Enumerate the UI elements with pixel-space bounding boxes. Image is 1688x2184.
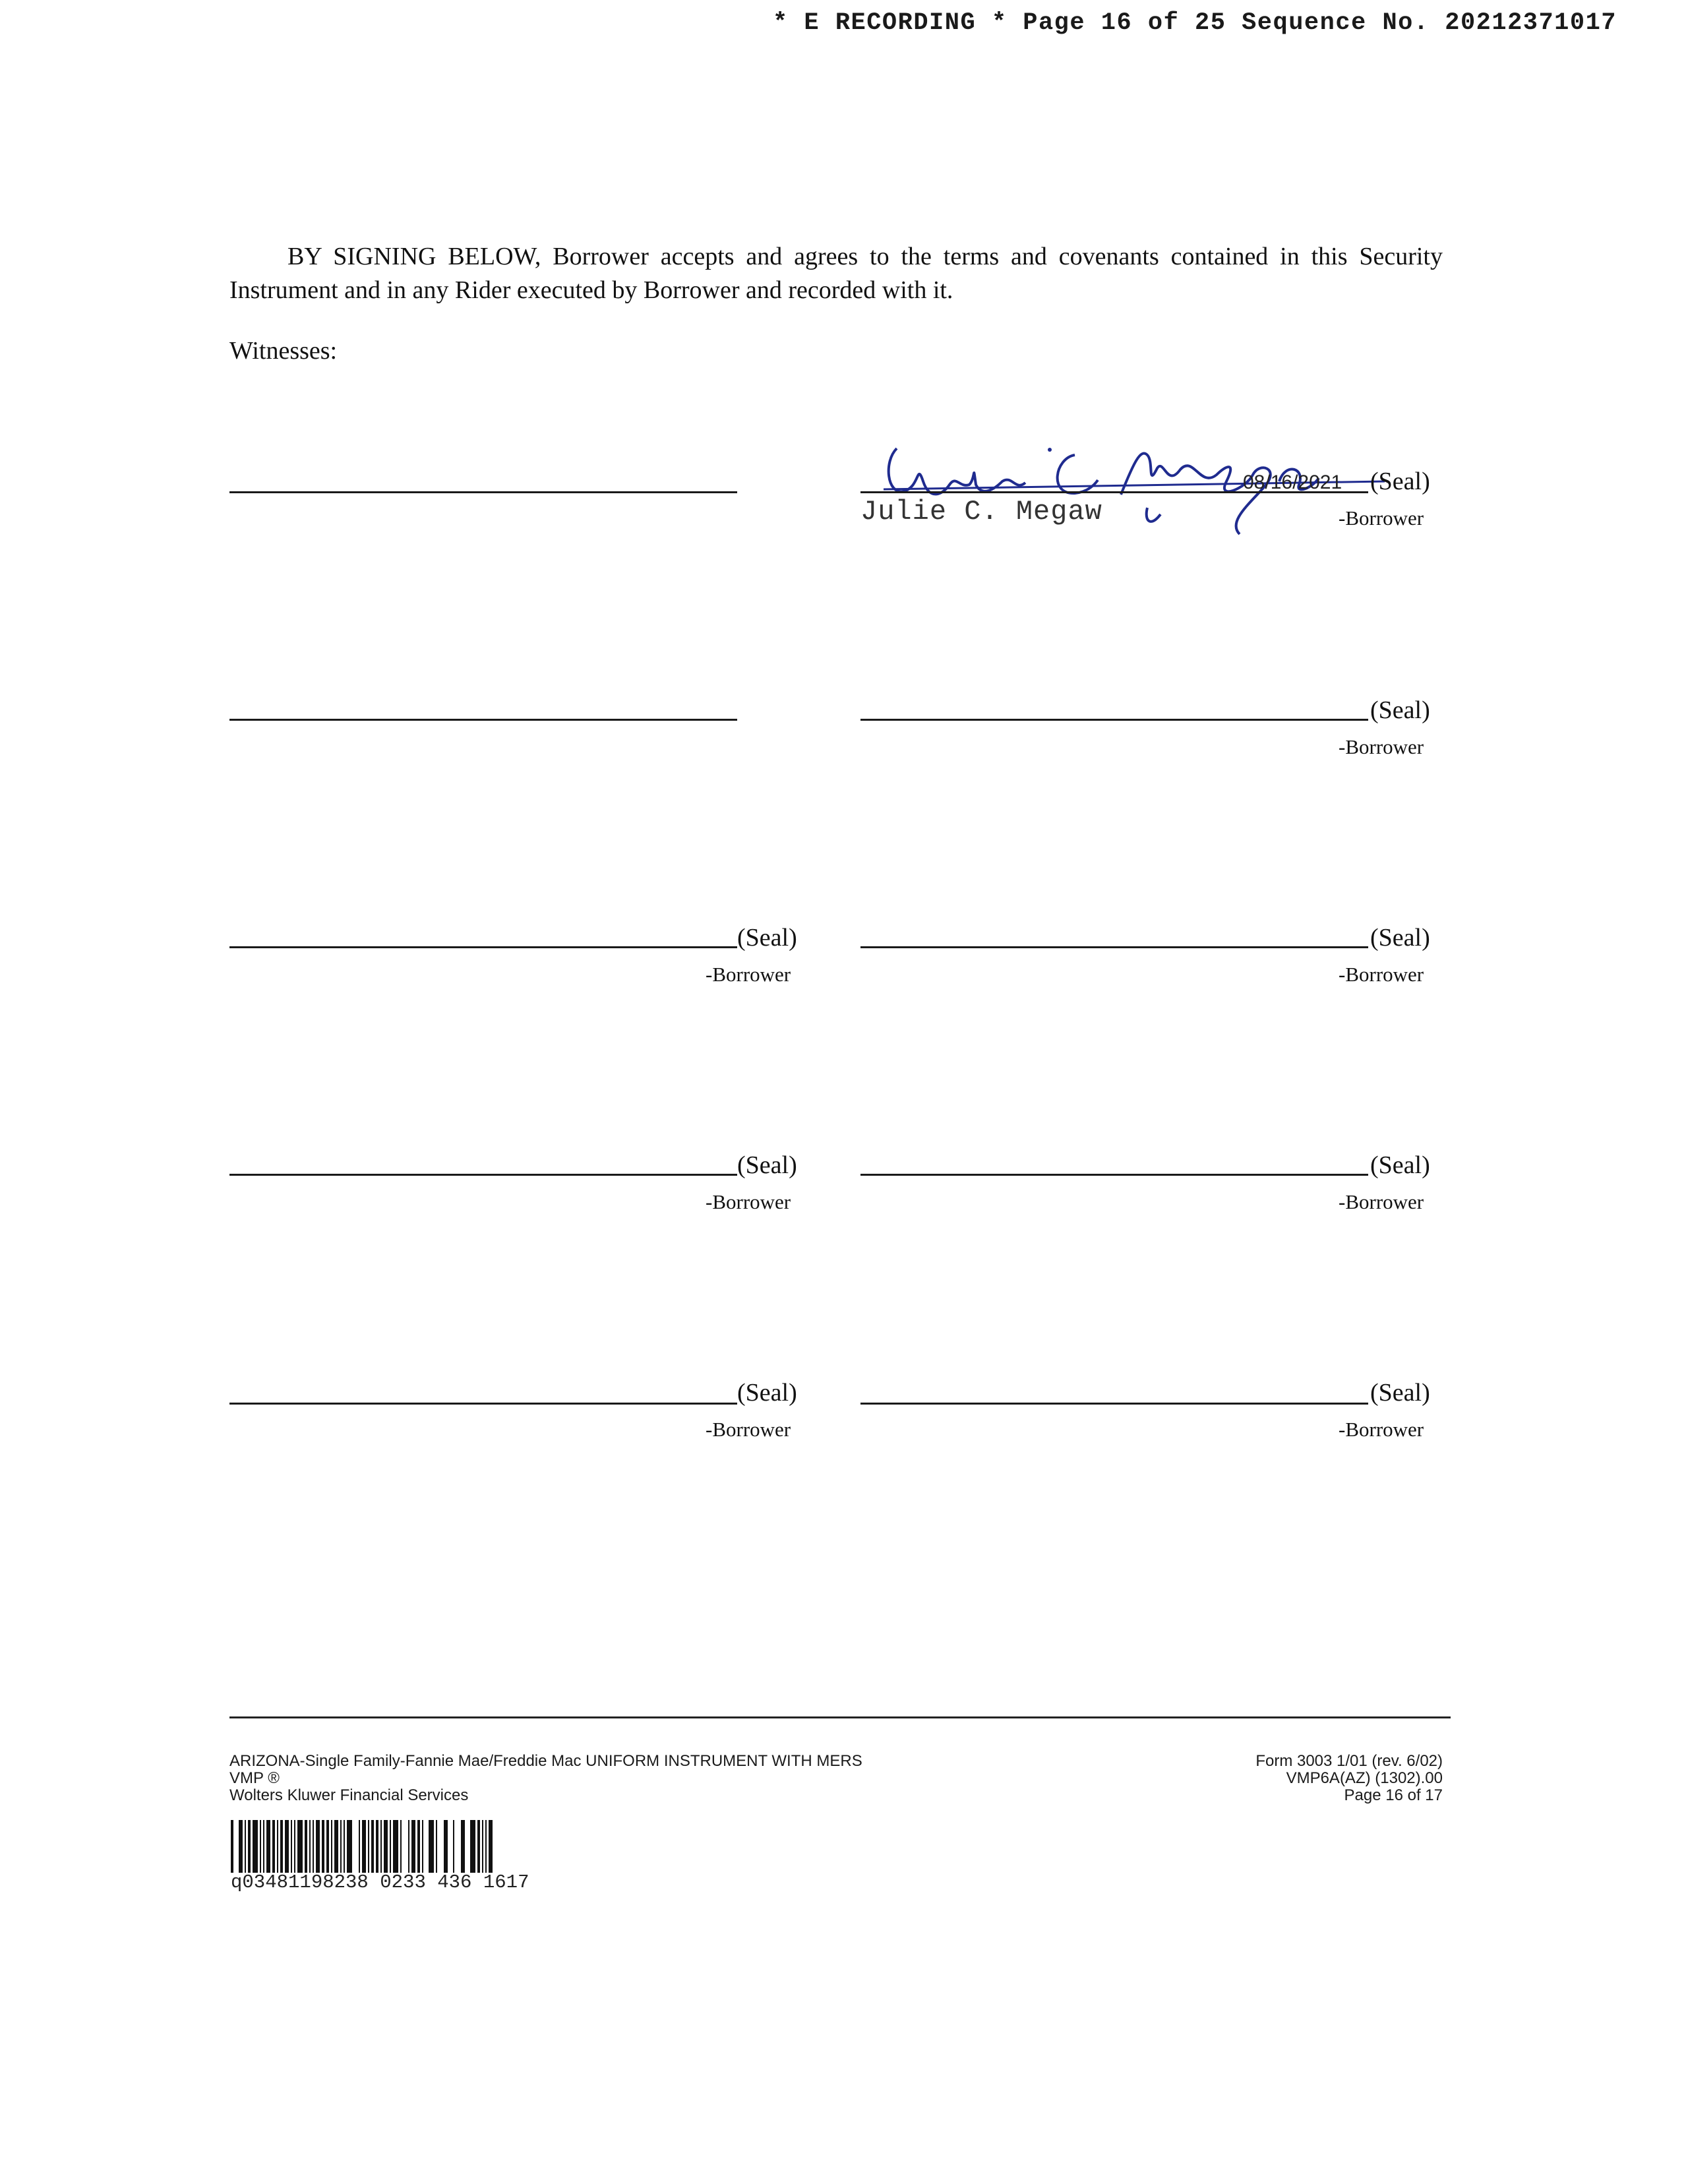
borrower-label: -Borrower: [1339, 1190, 1424, 1213]
barcode-bar: [482, 1820, 483, 1873]
page-number: Page 16 of 17: [1344, 1786, 1443, 1804]
form-code: Form 3003 1/01 (rev. 6/02): [1255, 1752, 1443, 1770]
witness-line-2: [229, 719, 737, 721]
form-title: ARIZONA-Single Family-Fannie Mae/Freddie Mac UNIFORM INSTRUMENT WITH MERS: [229, 1752, 862, 1770]
barcode-bar: [285, 1820, 289, 1873]
seal-label: (Seal): [1370, 1151, 1430, 1179]
form-version: VMP6A(AZ) (1302).00: [1286, 1769, 1443, 1787]
barcode-bar: [331, 1820, 332, 1873]
signature-date: 08/16/2021: [1243, 471, 1342, 493]
publisher: Wolters Kluwer Financial Services: [229, 1786, 469, 1804]
barcode-bar: [272, 1820, 275, 1873]
seal-label: (Seal): [737, 1151, 797, 1179]
barcode-bar: [344, 1820, 345, 1873]
borrower-line-3-left: [229, 946, 737, 948]
barcode-bar: [294, 1820, 295, 1873]
borrower-line-2: [860, 719, 1368, 721]
seal-label: (Seal): [1370, 468, 1430, 495]
barcode-bar: [470, 1820, 475, 1873]
barcode-bar: [280, 1820, 283, 1873]
barcode-bar: [347, 1820, 352, 1873]
barcode-bar: [477, 1820, 480, 1873]
barcode-bar: [429, 1820, 434, 1873]
barcode-bar: [390, 1820, 391, 1873]
borrower-label: -Borrower: [1339, 735, 1424, 758]
barcode-bar: [453, 1820, 454, 1873]
barcode-bar: [400, 1820, 402, 1873]
barcode-bar: [248, 1820, 251, 1873]
barcode-bar: [334, 1820, 338, 1873]
barcode-bar: [245, 1820, 246, 1873]
barcode-bar: [408, 1820, 409, 1873]
witness-line-1: [229, 491, 737, 493]
barcode-bar: [326, 1820, 329, 1873]
barcode-bar: [322, 1820, 324, 1873]
printed-borrower-name: Julie C. Megaw: [860, 496, 1102, 528]
barcode-bar: [461, 1820, 465, 1873]
barcode-bar: [297, 1820, 303, 1873]
barcode-bar: [371, 1820, 374, 1873]
borrower-label: -Borrower: [1339, 506, 1424, 530]
barcode-bar: [384, 1820, 388, 1873]
footer-rule: [229, 1716, 1451, 1718]
barcode-bar: [263, 1820, 264, 1873]
barcode-bar: [260, 1820, 261, 1873]
form-identification: [229, 1753, 862, 1804]
barcode-number: q03481198238 0233 436 1617: [231, 1871, 529, 1893]
barcode-bar: [444, 1820, 448, 1873]
borrower-line-5-left: [229, 1403, 737, 1405]
barcode-bar: [231, 1820, 233, 1873]
seal-label: (Seal): [737, 1379, 797, 1407]
barcode-bar: [291, 1820, 292, 1873]
borrower-label: -Borrower: [1339, 963, 1424, 986]
borrower-line-5-right: [860, 1403, 1368, 1405]
borrower-label: -Borrower: [1339, 1418, 1424, 1441]
barcode-bar: [380, 1820, 382, 1873]
barcode-bar: [436, 1820, 437, 1873]
recording-header: * E RECORDING * Page 16 of 25 Sequence No. 20212371017: [773, 9, 1617, 37]
seal-label: (Seal): [737, 924, 797, 952]
barcode-bar: [266, 1820, 270, 1873]
barcode-bar: [309, 1820, 311, 1873]
borrower-label: -Borrower: [706, 1418, 791, 1441]
witnesses-label: Witnesses:: [229, 337, 338, 365]
barcode-bar: [253, 1820, 258, 1873]
seal-label: (Seal): [1370, 1379, 1430, 1407]
barcode-bar: [340, 1820, 342, 1873]
barcode-bar: [239, 1820, 243, 1873]
barcode-bar: [362, 1820, 366, 1873]
barcode-bar: [422, 1820, 423, 1873]
barcode-bar: [417, 1820, 420, 1873]
borrower-label: -Borrower: [706, 963, 791, 986]
barcode-bar: [368, 1820, 369, 1873]
vmp-mark: VMP ®: [229, 1769, 280, 1787]
form-number: [1255, 1753, 1443, 1804]
signing-statement: BY SIGNING BELOW, Borrower accepts and agrees to the terms and covenants contained in this Security Instrument and in any Rider executed by Borrower and recorded with it.: [229, 243, 1443, 304]
barcode-bar: [485, 1820, 487, 1873]
barcode-bar: [376, 1820, 378, 1873]
barcode: [231, 1820, 704, 1873]
borrower-label: -Borrower: [706, 1190, 791, 1213]
barcode-bar: [489, 1820, 493, 1873]
barcode-bar: [393, 1820, 398, 1873]
barcode-bar: [277, 1820, 278, 1873]
barcode-bar: [313, 1820, 314, 1873]
seal-label: (Seal): [1370, 696, 1430, 724]
barcode-bar: [411, 1820, 415, 1873]
borrower-line-3-right: [860, 946, 1368, 948]
seal-label: (Seal): [1370, 924, 1430, 952]
barcode-bar: [305, 1820, 307, 1873]
borrower-line-4-left: [229, 1174, 737, 1176]
borrower-line-4-right: [860, 1174, 1368, 1176]
barcode-bar: [359, 1820, 360, 1873]
barcode-bar: [316, 1820, 320, 1873]
